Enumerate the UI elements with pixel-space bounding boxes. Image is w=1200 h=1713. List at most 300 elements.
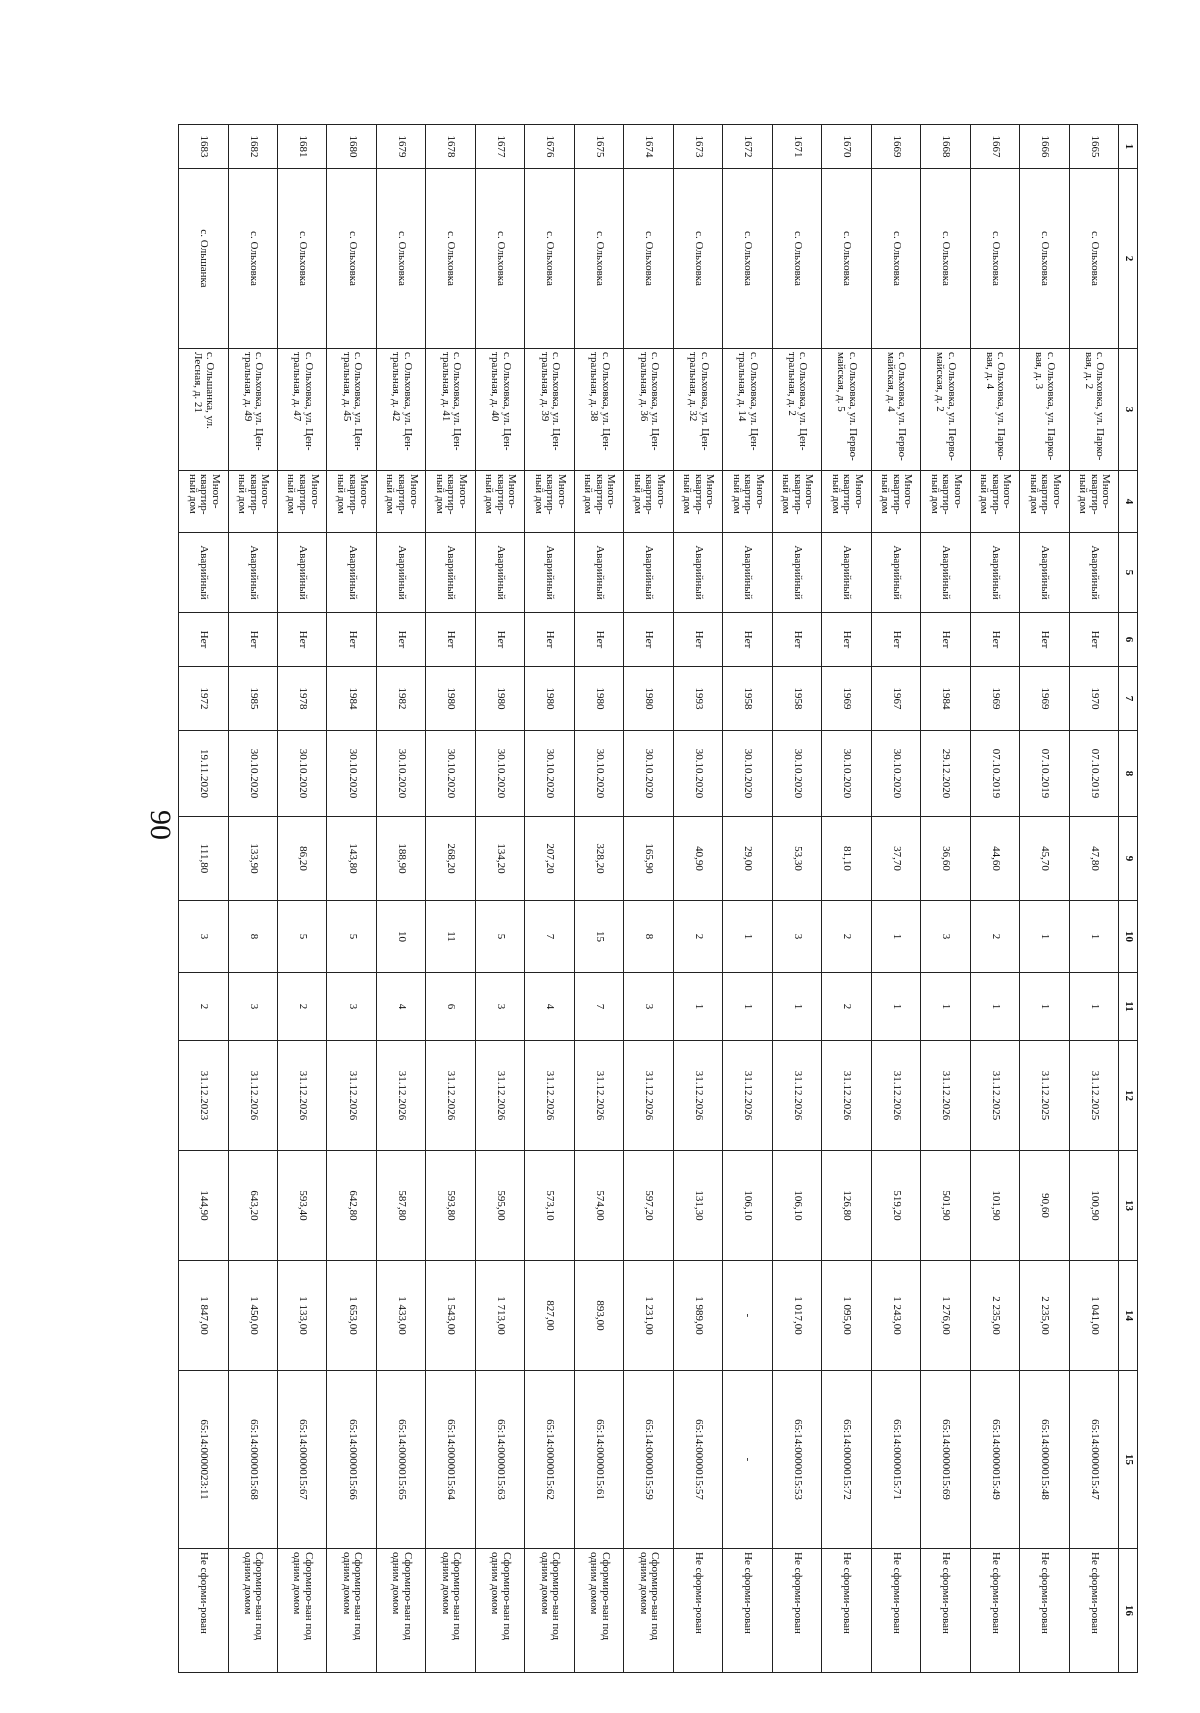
cell-condition: Аварийный xyxy=(228,533,277,613)
table-row xyxy=(1020,125,1069,1673)
cell-year-built: 1958 xyxy=(772,667,821,731)
table-row xyxy=(426,125,475,1673)
cell-building-type: Много-квартир-ный дом xyxy=(376,471,425,533)
page-number: 90 xyxy=(144,810,177,840)
cell-row-number: 1668 xyxy=(921,125,970,169)
cell-year-built: 1980 xyxy=(574,667,623,731)
cell-condition: Аварийный xyxy=(574,533,623,613)
cell-area: 134,20 xyxy=(475,817,524,901)
cell-residents: 1 xyxy=(723,901,772,973)
cell-cadastral-number: 65:14:0000015:62 xyxy=(525,1371,574,1549)
cell-condition: Аварийный xyxy=(772,533,821,613)
cell-settlement: с. Ольшанка xyxy=(179,169,229,349)
table-row xyxy=(673,125,722,1673)
cell-apartments: 1 xyxy=(871,973,920,1041)
cell-condition: Аварийный xyxy=(673,533,722,613)
cell-plot-area: 2 235,00 xyxy=(1020,1261,1069,1371)
column-header-11: 11 xyxy=(1119,973,1138,1041)
cell-row-number: 1672 xyxy=(723,125,772,169)
column-header-10: 10 xyxy=(1119,901,1138,973)
cell-plot-area: 1 433,00 xyxy=(376,1261,425,1371)
cell-total-area: 101,90 xyxy=(970,1151,1019,1261)
cell-apartments: 1 xyxy=(673,973,722,1041)
cell-total-area: 106,10 xyxy=(772,1151,821,1261)
column-header-8: 8 xyxy=(1119,731,1138,817)
cell-row-number: 1671 xyxy=(772,125,821,169)
cell-flag: Нет xyxy=(772,613,821,667)
cell-condition: Аварийный xyxy=(970,533,1019,613)
cell-deadline: 31.12.2026 xyxy=(723,1041,772,1151)
cell-row-number: 1676 xyxy=(525,125,574,169)
cell-apartments: 3 xyxy=(228,973,277,1041)
column-header-6: 6 xyxy=(1119,613,1138,667)
table-row xyxy=(921,125,970,1673)
cell-date: 30.10.2020 xyxy=(624,731,673,817)
column-header-7: 7 xyxy=(1119,667,1138,731)
cell-address: с. Ольховка, ул. Цен-тральная, д. 14 xyxy=(723,349,772,471)
cell-area: 44,60 xyxy=(970,817,1019,901)
cell-row-number: 1665 xyxy=(1069,125,1118,169)
cell-residents: 7 xyxy=(525,901,574,973)
cell-cadastral-number: 65:14:0000015:69 xyxy=(921,1371,970,1549)
cell-date: 30.10.2020 xyxy=(723,731,772,817)
cell-deadline: 31.12.2025 xyxy=(1069,1041,1118,1151)
cell-settlement: с. Ольховка xyxy=(475,169,524,349)
cell-land-plot-status: Сформиро-ван под одним домом xyxy=(327,1549,376,1673)
column-header-1: 1 xyxy=(1119,125,1138,169)
cell-settlement: с. Ольховка xyxy=(376,169,425,349)
cell-flag: Нет xyxy=(970,613,1019,667)
cell-date: 07.10.2019 xyxy=(1069,731,1118,817)
cell-land-plot-status: Не сформи-рован xyxy=(723,1549,772,1673)
cell-row-number: 1667 xyxy=(970,125,1019,169)
cell-flag: Нет xyxy=(228,613,277,667)
cell-date: 30.10.2020 xyxy=(871,731,920,817)
cell-flag: Нет xyxy=(871,613,920,667)
cell-building-type: Много-квартир-ный дом xyxy=(278,471,327,533)
cell-address: с. Ольховка, ул. Цен-тральная, д. 2 xyxy=(772,349,821,471)
cell-flag: Нет xyxy=(179,613,229,667)
cell-deadline: 31.12.2026 xyxy=(327,1041,376,1151)
cell-row-number: 1666 xyxy=(1020,125,1069,169)
table-row xyxy=(278,125,327,1673)
cell-plot-area: 1 095,00 xyxy=(822,1261,871,1371)
cell-cadastral-number: 65:14:0000015:64 xyxy=(426,1371,475,1549)
cell-address: с. Ольховка, ул. Парко-вая, д. 4 xyxy=(970,349,1019,471)
cell-year-built: 1969 xyxy=(822,667,871,731)
cell-residents: 3 xyxy=(772,901,821,973)
cell-apartments: 1 xyxy=(1020,973,1069,1041)
cell-settlement: с. Ольховка xyxy=(525,169,574,349)
cell-date: 30.10.2020 xyxy=(475,731,524,817)
cell-area: 36,60 xyxy=(921,817,970,901)
cell-year-built: 1984 xyxy=(327,667,376,731)
cell-address: с. Ольховка, ул. Перво-майская, д. 2 xyxy=(921,349,970,471)
cell-address: с. Ольшанка, ул. Лесная, д. 21 xyxy=(179,349,229,471)
cell-flag: Нет xyxy=(822,613,871,667)
cell-date: 30.10.2020 xyxy=(228,731,277,817)
cell-settlement: с. Ольховка xyxy=(426,169,475,349)
cell-deadline: 31.12.2026 xyxy=(772,1041,821,1151)
cell-cadastral-number: - xyxy=(723,1371,772,1549)
cell-total-area: 642,80 xyxy=(327,1151,376,1261)
cell-year-built: 1969 xyxy=(1020,667,1069,731)
cell-date: 19.11.2020 xyxy=(179,731,229,817)
cell-land-plot-status: Не сформи-рован xyxy=(970,1549,1019,1673)
cell-cadastral-number: 65:14:0000015:68 xyxy=(228,1371,277,1549)
cell-settlement: с. Ольховка xyxy=(228,169,277,349)
cell-cadastral-number: 65:14:0000015:61 xyxy=(574,1371,623,1549)
cell-plot-area: 827,00 xyxy=(525,1261,574,1371)
cell-residents: 1 xyxy=(871,901,920,973)
cell-settlement: с. Ольховка xyxy=(1020,169,1069,349)
cell-flag: Нет xyxy=(327,613,376,667)
cell-building-type: Много-квартир-ный дом xyxy=(921,471,970,533)
cell-apartments: 3 xyxy=(327,973,376,1041)
cell-year-built: 1993 xyxy=(673,667,722,731)
cell-residents: 5 xyxy=(278,901,327,973)
cell-settlement: с. Ольховка xyxy=(327,169,376,349)
cell-address: с. Ольховка, ул. Цен-тральная, д. 39 xyxy=(525,349,574,471)
cell-residents: 3 xyxy=(179,901,229,973)
cell-residents: 3 xyxy=(921,901,970,973)
cell-area: 29,00 xyxy=(723,817,772,901)
cell-cadastral-number: 65:14:0000015:63 xyxy=(475,1371,524,1549)
cell-settlement: с. Ольховка xyxy=(574,169,623,349)
cell-building-type: Много-квартир-ный дом xyxy=(822,471,871,533)
cell-plot-area: 1 713,00 xyxy=(475,1261,524,1371)
cell-land-plot-status: Сформиро-ван под одним домом xyxy=(574,1549,623,1673)
cell-land-plot-status: Сформиро-ван под одним домом xyxy=(475,1549,524,1673)
cell-area: 188,90 xyxy=(376,817,425,901)
cell-plot-area: 1 276,00 xyxy=(921,1261,970,1371)
cell-plot-area: 1 989,00 xyxy=(673,1261,722,1371)
cell-address: с. Ольховка, ул. Парко-вая, д. 3 xyxy=(1020,349,1069,471)
cell-address: с. Ольховка, ул. Цен-тральная, д. 49 xyxy=(228,349,277,471)
cell-deadline: 31.12.2026 xyxy=(624,1041,673,1151)
cell-flag: Нет xyxy=(376,613,425,667)
cell-flag: Нет xyxy=(624,613,673,667)
cell-residents: 2 xyxy=(822,901,871,973)
cell-flag: Нет xyxy=(673,613,722,667)
cell-deadline: 31.12.2026 xyxy=(376,1041,425,1151)
cell-year-built: 1980 xyxy=(525,667,574,731)
cell-plot-area: 1 450,00 xyxy=(228,1261,277,1371)
cell-flag: Нет xyxy=(278,613,327,667)
cell-address: с. Ольховка, ул. Цен-тральная, д. 36 xyxy=(624,349,673,471)
cell-total-area: 643,20 xyxy=(228,1151,277,1261)
cell-settlement: с. Ольховка xyxy=(673,169,722,349)
cell-area: 328,20 xyxy=(574,817,623,901)
cell-apartments: 4 xyxy=(525,973,574,1041)
cell-deadline: 31.12.2026 xyxy=(822,1041,871,1151)
cell-building-type: Много-квартир-ный дом xyxy=(426,471,475,533)
column-header-12: 12 xyxy=(1119,1041,1138,1151)
cell-date: 30.10.2020 xyxy=(822,731,871,817)
table-row xyxy=(327,125,376,1673)
cell-cadastral-number: 65:14:0000015:48 xyxy=(1020,1371,1069,1549)
cell-land-plot-status: Не сформи-рован xyxy=(822,1549,871,1673)
cell-area: 45,70 xyxy=(1020,817,1069,901)
cell-flag: Нет xyxy=(1020,613,1069,667)
cell-date: 30.10.2020 xyxy=(772,731,821,817)
column-header-13: 13 xyxy=(1119,1151,1138,1261)
cell-land-plot-status: Не сформи-рован xyxy=(921,1549,970,1673)
table-row xyxy=(376,125,425,1673)
cell-condition: Аварийный xyxy=(822,533,871,613)
cell-land-plot-status: Не сформи-рован xyxy=(179,1549,229,1673)
cell-total-area: 131,30 xyxy=(673,1151,722,1261)
cell-area: 47,80 xyxy=(1069,817,1118,901)
cell-total-area: 501,90 xyxy=(921,1151,970,1261)
cell-date: 30.10.2020 xyxy=(525,731,574,817)
cell-year-built: 1980 xyxy=(475,667,524,731)
cell-deadline: 31.12.2026 xyxy=(871,1041,920,1151)
cell-plot-area: - xyxy=(723,1261,772,1371)
cell-flag: Нет xyxy=(426,613,475,667)
cell-area: 268,20 xyxy=(426,817,475,901)
cell-area: 207,20 xyxy=(525,817,574,901)
cell-settlement: с. Ольховка xyxy=(871,169,920,349)
cell-plot-area: 1 243,00 xyxy=(871,1261,920,1371)
cell-year-built: 1984 xyxy=(921,667,970,731)
table-row xyxy=(574,125,623,1673)
cell-total-area: 587,80 xyxy=(376,1151,425,1261)
cell-row-number: 1679 xyxy=(376,125,425,169)
cell-residents: 2 xyxy=(673,901,722,973)
cell-plot-area: 893,00 xyxy=(574,1261,623,1371)
cell-condition: Аварийный xyxy=(723,533,772,613)
cell-settlement: с. Ольховка xyxy=(1069,169,1118,349)
cell-flag: Нет xyxy=(525,613,574,667)
cell-total-area: 593,40 xyxy=(278,1151,327,1261)
cell-deadline: 31.12.2025 xyxy=(970,1041,1019,1151)
cell-settlement: с. Ольховка xyxy=(822,169,871,349)
cell-date: 30.10.2020 xyxy=(673,731,722,817)
housing-registry-table-wrapper xyxy=(178,124,1138,1672)
cell-area: 81,10 xyxy=(822,817,871,901)
cell-settlement: с. Ольховка xyxy=(772,169,821,349)
cell-cadastral-number: 65:14:0000015:67 xyxy=(278,1371,327,1549)
cell-date: 07.10.2019 xyxy=(1020,731,1069,817)
cell-building-type: Много-квартир-ный дом xyxy=(327,471,376,533)
table-row xyxy=(871,125,920,1673)
cell-land-plot-status: Не сформи-рован xyxy=(1020,1549,1069,1673)
cell-year-built: 1969 xyxy=(970,667,1019,731)
cell-address: с. Ольховка, ул. Цен-тральная, д. 42 xyxy=(376,349,425,471)
cell-row-number: 1678 xyxy=(426,125,475,169)
cell-building-type: Много-квартир-ный дом xyxy=(1020,471,1069,533)
cell-plot-area: 1 231,00 xyxy=(624,1261,673,1371)
cell-cadastral-number: 65:14:0000015:59 xyxy=(624,1371,673,1549)
cell-address: с. Ольховка, ул. Цен-тральная, д. 38 xyxy=(574,349,623,471)
cell-area: 133,90 xyxy=(228,817,277,901)
cell-area: 86,20 xyxy=(278,817,327,901)
cell-address: с. Ольховка, ул. Перво-майская, д. 5 xyxy=(822,349,871,471)
cell-apartments: 1 xyxy=(772,973,821,1041)
cell-plot-area: 1 543,00 xyxy=(426,1261,475,1371)
table-row xyxy=(525,125,574,1673)
cell-apartments: 1 xyxy=(1069,973,1118,1041)
cell-row-number: 1677 xyxy=(475,125,524,169)
cell-date: 30.10.2020 xyxy=(574,731,623,817)
cell-land-plot-status: Сформиро-ван под одним домом xyxy=(376,1549,425,1673)
cell-cadastral-number: 65:14:0000015:49 xyxy=(970,1371,1019,1549)
cell-apartments: 6 xyxy=(426,973,475,1041)
cell-address: с. Ольховка, ул. Перво-майская, д. 4 xyxy=(871,349,920,471)
cell-building-type: Много-квартир-ный дом xyxy=(1069,471,1118,533)
cell-total-area: 597,20 xyxy=(624,1151,673,1261)
cell-land-plot-status: Не сформи-рован xyxy=(673,1549,722,1673)
cell-row-number: 1670 xyxy=(822,125,871,169)
cell-building-type: Много-квартир-ный дом xyxy=(772,471,821,533)
cell-flag: Нет xyxy=(574,613,623,667)
housing-registry-table xyxy=(178,124,1138,1673)
cell-settlement: с. Ольховка xyxy=(624,169,673,349)
cell-condition: Аварийный xyxy=(1069,533,1118,613)
cell-deadline: 31.12.2026 xyxy=(525,1041,574,1151)
cell-year-built: 1972 xyxy=(179,667,229,731)
cell-building-type: Много-квартир-ный дом xyxy=(970,471,1019,533)
cell-address: с. Ольховка, ул. Цен-тральная, д. 45 xyxy=(327,349,376,471)
table-row xyxy=(970,125,1019,1673)
cell-residents: 10 xyxy=(376,901,425,973)
cell-year-built: 1970 xyxy=(1069,667,1118,731)
cell-condition: Аварийный xyxy=(179,533,229,613)
column-header-5: 5 xyxy=(1119,533,1138,613)
column-header-14: 14 xyxy=(1119,1261,1138,1371)
cell-building-type: Много-квартир-ный дом xyxy=(871,471,920,533)
cell-total-area: 573,10 xyxy=(525,1151,574,1261)
cell-total-area: 126,80 xyxy=(822,1151,871,1261)
cell-row-number: 1673 xyxy=(673,125,722,169)
cell-condition: Аварийный xyxy=(278,533,327,613)
cell-residents: 2 xyxy=(970,901,1019,973)
cell-cadastral-number: 65:14:0000015:47 xyxy=(1069,1371,1118,1549)
cell-total-area: 519,20 xyxy=(871,1151,920,1261)
cell-row-number: 1682 xyxy=(228,125,277,169)
cell-row-number: 1669 xyxy=(871,125,920,169)
cell-year-built: 1958 xyxy=(723,667,772,731)
cell-apartments: 1 xyxy=(723,973,772,1041)
cell-building-type: Много-квартир-ный дом xyxy=(574,471,623,533)
cell-land-plot-status: Сформиро-ван под одним домом xyxy=(426,1549,475,1673)
cell-flag: Нет xyxy=(921,613,970,667)
cell-year-built: 1985 xyxy=(228,667,277,731)
table-row xyxy=(179,125,229,1673)
cell-year-built: 1980 xyxy=(426,667,475,731)
cell-condition: Аварийный xyxy=(624,533,673,613)
cell-row-number: 1681 xyxy=(278,125,327,169)
cell-building-type: Много-квартир-ный дом xyxy=(179,471,229,533)
cell-plot-area: 1 653,00 xyxy=(327,1261,376,1371)
cell-condition: Аварийный xyxy=(1020,533,1069,613)
cell-residents: 8 xyxy=(228,901,277,973)
table-row xyxy=(624,125,673,1673)
cell-year-built: 1978 xyxy=(278,667,327,731)
cell-condition: Аварийный xyxy=(921,533,970,613)
cell-row-number: 1683 xyxy=(179,125,229,169)
cell-residents: 15 xyxy=(574,901,623,973)
table-row xyxy=(475,125,524,1673)
cell-year-built: 1967 xyxy=(871,667,920,731)
cell-year-built: 1980 xyxy=(624,667,673,731)
cell-land-plot-status: Сформиро-ван под одним домом xyxy=(525,1549,574,1673)
cell-plot-area: 1 017,00 xyxy=(772,1261,821,1371)
cell-flag: Нет xyxy=(475,613,524,667)
table-row xyxy=(723,125,772,1673)
cell-deadline: 31.12.2026 xyxy=(574,1041,623,1151)
cell-land-plot-status: Не сформи-рован xyxy=(772,1549,821,1673)
cell-settlement: с. Ольховка xyxy=(921,169,970,349)
cell-condition: Аварийный xyxy=(426,533,475,613)
cell-area: 143,80 xyxy=(327,817,376,901)
cell-land-plot-status: Сформиро-ван под одним домом xyxy=(228,1549,277,1673)
table-row xyxy=(772,125,821,1673)
cell-date: 29.12.2020 xyxy=(921,731,970,817)
cell-plot-area: 1 041,00 xyxy=(1069,1261,1118,1371)
column-header-4: 4 xyxy=(1119,471,1138,533)
cell-deadline: 31.12.2026 xyxy=(426,1041,475,1151)
cell-deadline: 31.12.2025 xyxy=(1020,1041,1069,1151)
cell-row-number: 1674 xyxy=(624,125,673,169)
cell-total-area: 595,00 xyxy=(475,1151,524,1261)
cell-deadline: 31.12.2023 xyxy=(179,1041,229,1151)
cell-area: 53,30 xyxy=(772,817,821,901)
cell-deadline: 31.12.2026 xyxy=(278,1041,327,1151)
cell-land-plot-status: Сформиро-ван под одним домом xyxy=(278,1549,327,1673)
cell-apartments: 3 xyxy=(475,973,524,1041)
cell-condition: Аварийный xyxy=(376,533,425,613)
cell-area: 37,70 xyxy=(871,817,920,901)
cell-building-type: Много-квартир-ный дом xyxy=(475,471,524,533)
column-header-9: 9 xyxy=(1119,817,1138,901)
column-header-15: 15 xyxy=(1119,1371,1138,1549)
cell-residents: 11 xyxy=(426,901,475,973)
cell-cadastral-number: 65:14:0000015:53 xyxy=(772,1371,821,1549)
cell-total-area: 106,10 xyxy=(723,1151,772,1261)
cell-row-number: 1680 xyxy=(327,125,376,169)
cell-apartments: 3 xyxy=(624,973,673,1041)
cell-apartments: 1 xyxy=(921,973,970,1041)
cell-cadastral-number: 65:14:0000023:11 xyxy=(179,1371,229,1549)
cell-residents: 1 xyxy=(1069,901,1118,973)
cell-condition: Аварийный xyxy=(475,533,524,613)
table-body xyxy=(179,125,1119,1673)
cell-deadline: 31.12.2026 xyxy=(475,1041,524,1151)
table-row xyxy=(1069,125,1118,1673)
cell-address: с. Ольховка, ул. Парко-вая, д. 2 xyxy=(1069,349,1118,471)
column-number-header-row xyxy=(1119,125,1138,1673)
cell-building-type: Много-квартир-ный дом xyxy=(723,471,772,533)
cell-address: с. Ольховка, ул. Цен-тральная, д. 41 xyxy=(426,349,475,471)
cell-condition: Аварийный xyxy=(871,533,920,613)
cell-residents: 5 xyxy=(327,901,376,973)
cell-cadastral-number: 65:14:0000015:72 xyxy=(822,1371,871,1549)
cell-area: 165,90 xyxy=(624,817,673,901)
table-row xyxy=(228,125,277,1673)
cell-plot-area: 1 133,00 xyxy=(278,1261,327,1371)
cell-flag: Нет xyxy=(1069,613,1118,667)
cell-apartments: 4 xyxy=(376,973,425,1041)
cell-settlement: с. Ольховка xyxy=(278,169,327,349)
cell-deadline: 31.12.2026 xyxy=(921,1041,970,1151)
cell-date: 30.10.2020 xyxy=(327,731,376,817)
cell-flag: Нет xyxy=(723,613,772,667)
cell-apartments: 2 xyxy=(822,973,871,1041)
cell-land-plot-status: Не сформи-рован xyxy=(1069,1549,1118,1673)
cell-building-type: Много-квартир-ный дом xyxy=(525,471,574,533)
